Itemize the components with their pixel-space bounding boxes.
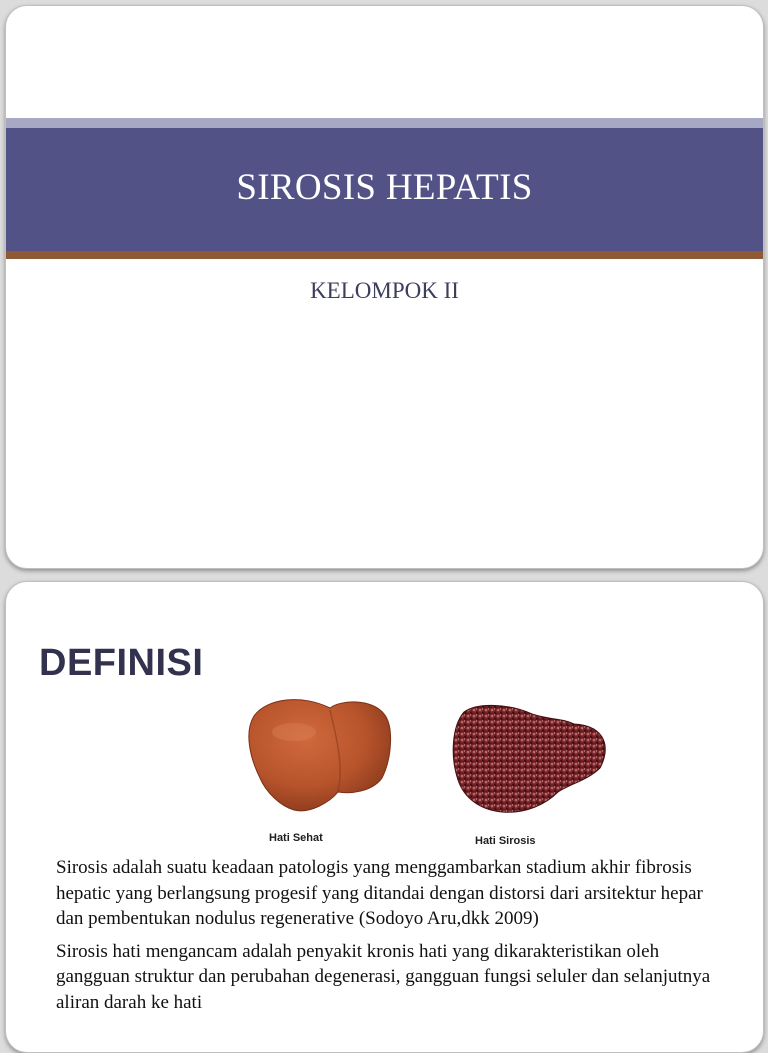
cirrhotic-liver-image xyxy=(453,705,605,812)
slide-title: SIROSIS HEPATIS xyxy=(236,167,533,208)
title-slide xyxy=(5,5,764,569)
definition-paragraph-2: Sirosis hati mengancam adalah penyakit kronis hati yang dikarakteristikan oleh gangguan struktur dan perubahan degenerasi, gangguan fungsi seluler dan selanjutnya aliran darah ke hati xyxy=(56,940,711,1013)
definition-body xyxy=(56,855,726,1022)
liver-comparison-illustration xyxy=(232,696,612,854)
healthy-liver-image xyxy=(249,700,391,811)
title-band-top-stripe xyxy=(6,118,763,128)
liver-comparison-figure xyxy=(232,696,612,854)
slide-subtitle: KELOMPOK II xyxy=(310,278,459,303)
definition-paragraph-1: Sirosis adalah suatu keadaan patologis yang menggambarkan stadium akhir fibrosis hepatic yang berlangsung progesif yang ditandai dengan distorsi dari arsitektur hepar dan pembentukan nodulus regenerative (Sodoyo Aru,dkk 2009) xyxy=(56,857,703,929)
cirrhotic-liver-caption: Hati Sirosis xyxy=(475,835,536,847)
healthy-liver-caption: Hati Sehat xyxy=(269,832,323,844)
definition-slide xyxy=(5,581,764,1053)
title-band-bottom-stripe xyxy=(6,251,763,259)
section-heading: DEFINISI xyxy=(39,642,204,684)
